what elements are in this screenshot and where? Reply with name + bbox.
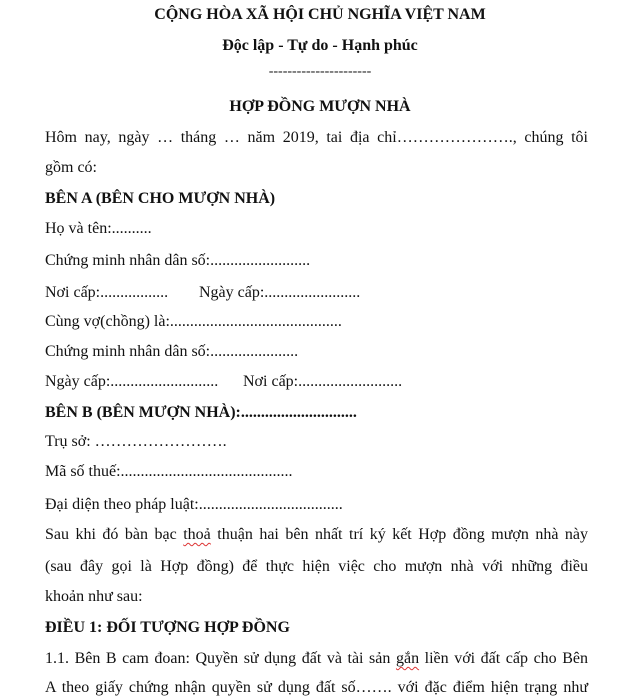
agreement-line-1-a: Sau khi đó bàn bạc	[45, 526, 177, 543]
party-a-id-number: Chứng minh nhân dân số:.........................	[45, 252, 311, 269]
party-a-name: Họ và tên:..........	[45, 220, 152, 237]
party-b-representative: Đại diện theo pháp luật:....................................	[45, 496, 343, 513]
agreement-line-1-b: thuận hai bên nhất trí ký kết Hợp đồng mượn nhà này	[217, 526, 589, 543]
party-a-spouse-issue-place: Nơi cấp:..........................	[243, 373, 403, 390]
party-a-issue-place: Nơi cấp:.................	[45, 284, 169, 301]
agreement-line-3: khoản như sau:	[45, 588, 143, 605]
intro-line-1: Hôm nay, ngày … tháng … năm 2019, tai địa chỉ…………………., chúng tôi	[45, 129, 588, 146]
national-title: CỘNG HÒA XÃ HỘI CHỦ NGHĨA VIỆT NAM	[154, 6, 486, 23]
party-a-spouse-issue-date: Ngày cấp:...........................	[45, 373, 219, 390]
document-title: HỢP ĐỒNG MƯỢN NHÀ	[229, 98, 411, 115]
article-1-heading: ĐIỀU 1: ĐỐI TƯỢNG HỢP ĐỒNG	[45, 619, 290, 636]
party-a-issue-date: Ngày cấp:........................	[199, 284, 361, 301]
article-1-line-1-a: 1.1. Bên B cam đoan: Quyền sử dụng đất và tài sản	[45, 650, 391, 667]
party-b-tax-code: Mã số thuế:...........................................	[45, 463, 293, 480]
agreement-spellcheck-word: thoả	[183, 526, 211, 543]
article-1-line-1	[45, 650, 588, 668]
party-b-heading: BÊN B (BÊN MƯỢN NHÀ):.............................	[45, 404, 357, 421]
party-b-office: Trụ sở: …………………….	[45, 433, 227, 450]
article-1-line-1-b: liền với đất cấp cho Bên	[424, 650, 589, 667]
agreement-line-1	[45, 526, 588, 544]
separator-line: ----------------------	[268, 64, 372, 79]
article-1-spellcheck-word: gắn	[395, 650, 420, 667]
agreement-line-2: (sau đây gọi là Hợp đồng) để thực hiện việc cho mượn nhà với những điều	[45, 558, 588, 575]
party-a-spouse-id: Chứng minh nhân dân số:......................	[45, 343, 299, 360]
party-a-spouse: Cùng vợ(chồng) là:...........................................	[45, 313, 342, 330]
intro-line-2: gồm có:	[45, 159, 97, 176]
article-1-line-2: A theo giấy chứng nhận quyền sử dụng đất số……. với đặc điểm hiện trạng như	[45, 679, 588, 696]
party-a-heading: BÊN A (BÊN CHO MƯỢN NHÀ)	[45, 190, 276, 207]
motto: Độc lập - Tự do - Hạnh phúc	[222, 37, 418, 54]
